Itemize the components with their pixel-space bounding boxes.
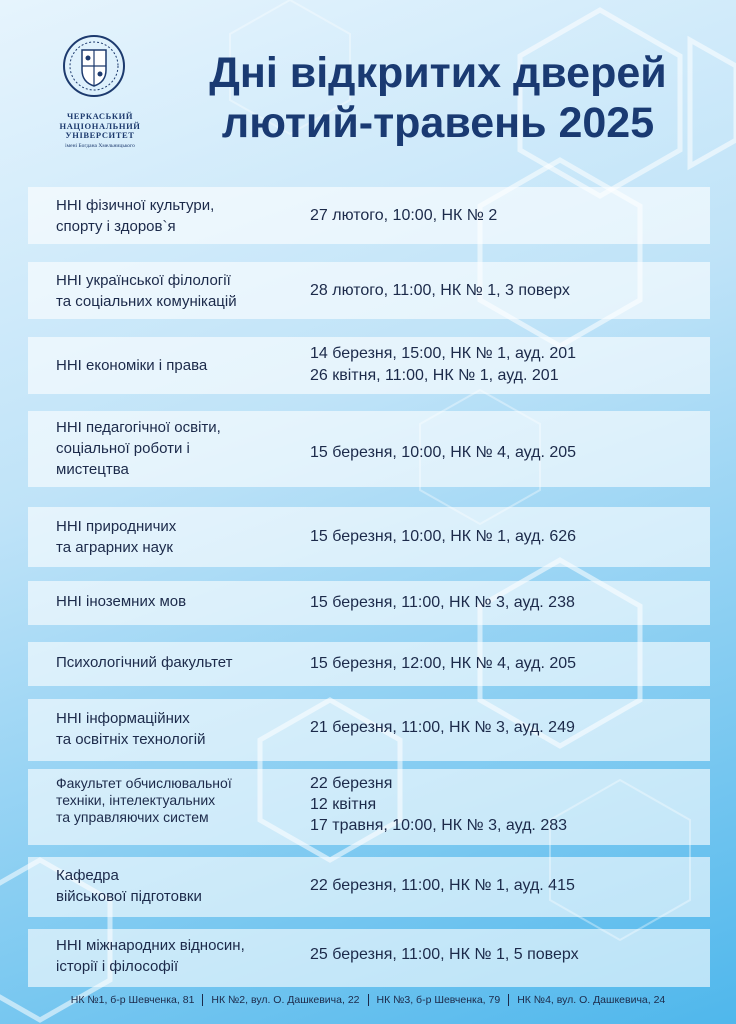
event-date: 28 лютого, 11:00, НК № 1, 3 поверх <box>310 282 570 299</box>
event-date: 25 березня, 11:00, НК № 1, 5 поверх <box>310 946 579 963</box>
event-date: 14 березня, 15:00, НК № 1, ауд. 201 26 квітня, 11:00, НК № 1, ауд. 201 <box>310 345 577 384</box>
university-emblem-icon <box>62 34 126 98</box>
institute-name: ННІ педагогічної освіти, соціальної роботи і мистецтва <box>56 419 221 478</box>
schedule-row <box>28 262 710 319</box>
event-date: 22 березня 12 квітня 17 травня, 10:00, НК № 3, ауд. 283 <box>310 775 568 834</box>
schedule-row <box>28 581 710 625</box>
institute-name: ННІ природничих та аграрних наук <box>56 518 177 556</box>
page-title <box>150 48 726 148</box>
footer-addresses <box>0 994 736 1006</box>
schedule-row <box>28 337 710 394</box>
event-date: 15 березня, 10:00, НК № 4, ауд. 205 <box>310 444 577 461</box>
institute-name: ННІ іноземних мов <box>56 593 187 610</box>
schedule-row <box>28 857 710 917</box>
title-line-2: лютий-травень 2025 <box>221 99 655 147</box>
institute-name: ННІ фізичної культури, спорту і здоров`я <box>56 197 215 235</box>
schedule-row <box>28 411 710 487</box>
schedule-row <box>28 769 710 845</box>
university-logo <box>50 34 140 156</box>
institute-name: ННІ інформаційних та освітніх технологій <box>56 710 206 748</box>
schedule-row <box>28 507 710 567</box>
address-nk2: НК №2, вул. О. Дашкевича, 22 <box>202 994 367 1006</box>
address-nk1: НК №1, б-р Шевченка, 81 <box>70 994 195 1006</box>
event-date: 15 березня, 12:00, НК № 4, ауд. 205 <box>310 655 577 672</box>
event-date: 22 березня, 11:00, НК № 1, ауд. 415 <box>310 877 575 894</box>
schedule-row <box>28 187 710 244</box>
schedule-row <box>28 929 710 987</box>
address-nk4: НК №4, вул. О. Дашкевича, 24 <box>508 994 673 1006</box>
institute-name: Кафедра військової підготовки <box>56 867 202 905</box>
address-nk3: НК №3, б-р Шевченка, 79 <box>368 994 509 1006</box>
event-date: 21 березня, 11:00, НК № 3, ауд. 249 <box>310 719 575 736</box>
event-date: 15 березня, 10:00, НК № 1, ауд. 626 <box>310 528 577 545</box>
institute-name: Психологічний факультет <box>56 654 233 671</box>
institute-name: ННІ економіки і права <box>56 357 208 374</box>
university-name: ЧЕРКАСЬКИЙ НАЦІОНАЛЬНИЙ УНІВЕРСИТЕТ імені Богдана Хмельницького <box>59 111 141 149</box>
event-date: 27 лютого, 10:00, НК № 2 <box>310 207 498 224</box>
institute-name: ННІ міжнародних відносин, історії і філософії <box>56 937 245 975</box>
title-line-1: Дні відкритих дверей <box>209 49 667 97</box>
institute-name: Факультет обчислювальної техніки, інтелектуальних та управляючих систем <box>56 775 232 825</box>
schedule-row <box>28 642 710 686</box>
event-date: 15 березня, 11:00, НК № 3, ауд. 238 <box>310 594 575 611</box>
institute-name: ННІ української філології та соціальних комунікацій <box>56 272 237 310</box>
schedule-row <box>28 699 710 761</box>
